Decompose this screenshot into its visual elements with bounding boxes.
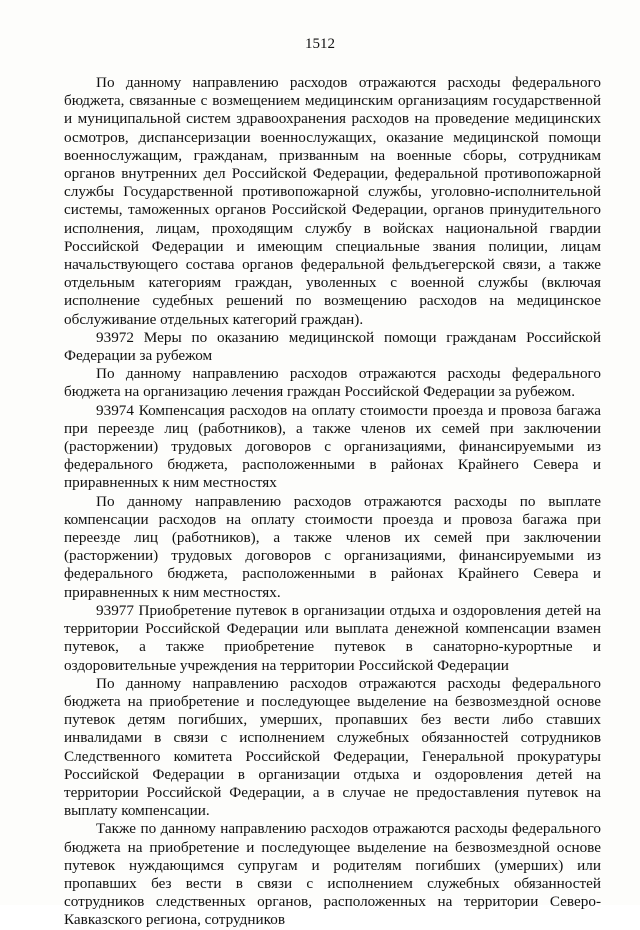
document-body [64,74,601,930]
paragraph: По данному направлению расходов отражаются расходы федерального бюджета на организацию лечения граждан Российской Федерации за рубежом. [64,365,601,401]
paragraph: Также по данному направлению расходов отражаются расходы федерального бюджета на приобретение и последующее выделение на безвозмездной основе путевок нуждающимся супругам и родителям погибших (умерших) или пропавших без вести в связи с исполнением служебных обязанностей сотрудников следственных органов, расположенных на территории Северо-Кавказского региона, сотрудников [64,820,601,929]
page-number: 1512 [305,36,335,52]
paragraph: По данному направлению расходов отражаются расходы федерального бюджета на приобретение и последующее выделение на безвозмездной основе путевок детям погибших, умерших, пропавших без вести либо ставших инвалидами в связи с исполнением служебных обязанностей сотрудников Следственного комитета Российской Федерации, Генеральной прокуратуры Российской Федерации в организации отдыха и оздоровления детей на территории Российской Федерации, а в случае не предоставления путевок на выплату компенсации. [64,674,601,820]
paragraph: 93974 Компенсация расходов на оплату стоимости проезда и провоза багажа при переезде лиц (работников), а также членов их семей при заключении (расторжении) трудовых договоров с организациями, финансируемыми из федерального бюджета, расположенными в районах Крайнего Севера и приравненных к ним местностях [64,401,601,492]
paragraph: По данному направлению расходов отражаются расходы по выплате компенсации расходов на оплату стоимости проезда и провоза багажа при переезде лиц (работников), а также членов их семей при заключении (расторжении) трудовых договоров с организациями, финансируемыми из федерального бюджета, расположенными в районах Крайнего Севера и приравненных к ним местностях. [64,492,601,601]
paragraph: 93977 Приобретение путевок в организации отдыха и оздоровления детей на территории Российской Федерации или выплата денежной компенсации взамен путевок, а также приобретение путевок в санаторно-курортные и оздоровительные учреждения на территории Российской Федерации [64,601,601,674]
paragraph: По данному направлению расходов отражаются расходы федерального бюджета, связанные с возмещением медицинским организациям государственной и муниципальной систем здравоохранения расходов на проведение медицинских осмотров, диспансеризации военнослужащих, оказание медицинской помощи военнослужащим, гражданам, призванным на военные сборы, сотрудникам органов внутренних дел Российской Федерации, федеральной противопожарной службы Государственной противопожарной службы, уголовно-исполнительной системы, таможенных органов Российской Федерации, органов принудительного исполнения, лицам, проходящим службу в войсках национальной гвардии Российской Федерации и имеющим специальные звания полиции, лицам начальствующего состава органов федеральной фельдъегерской связи, а также отдельным категориям граждан, уволенных с военной службы (включая исполнение судебных решений по возмещению расходов на медицинское обслуживание отдельных категорий граждан). [64,74,601,328]
paragraph: 93972 Меры по оказанию медицинской помощи гражданам Российской Федерации за рубежом [64,328,601,365]
